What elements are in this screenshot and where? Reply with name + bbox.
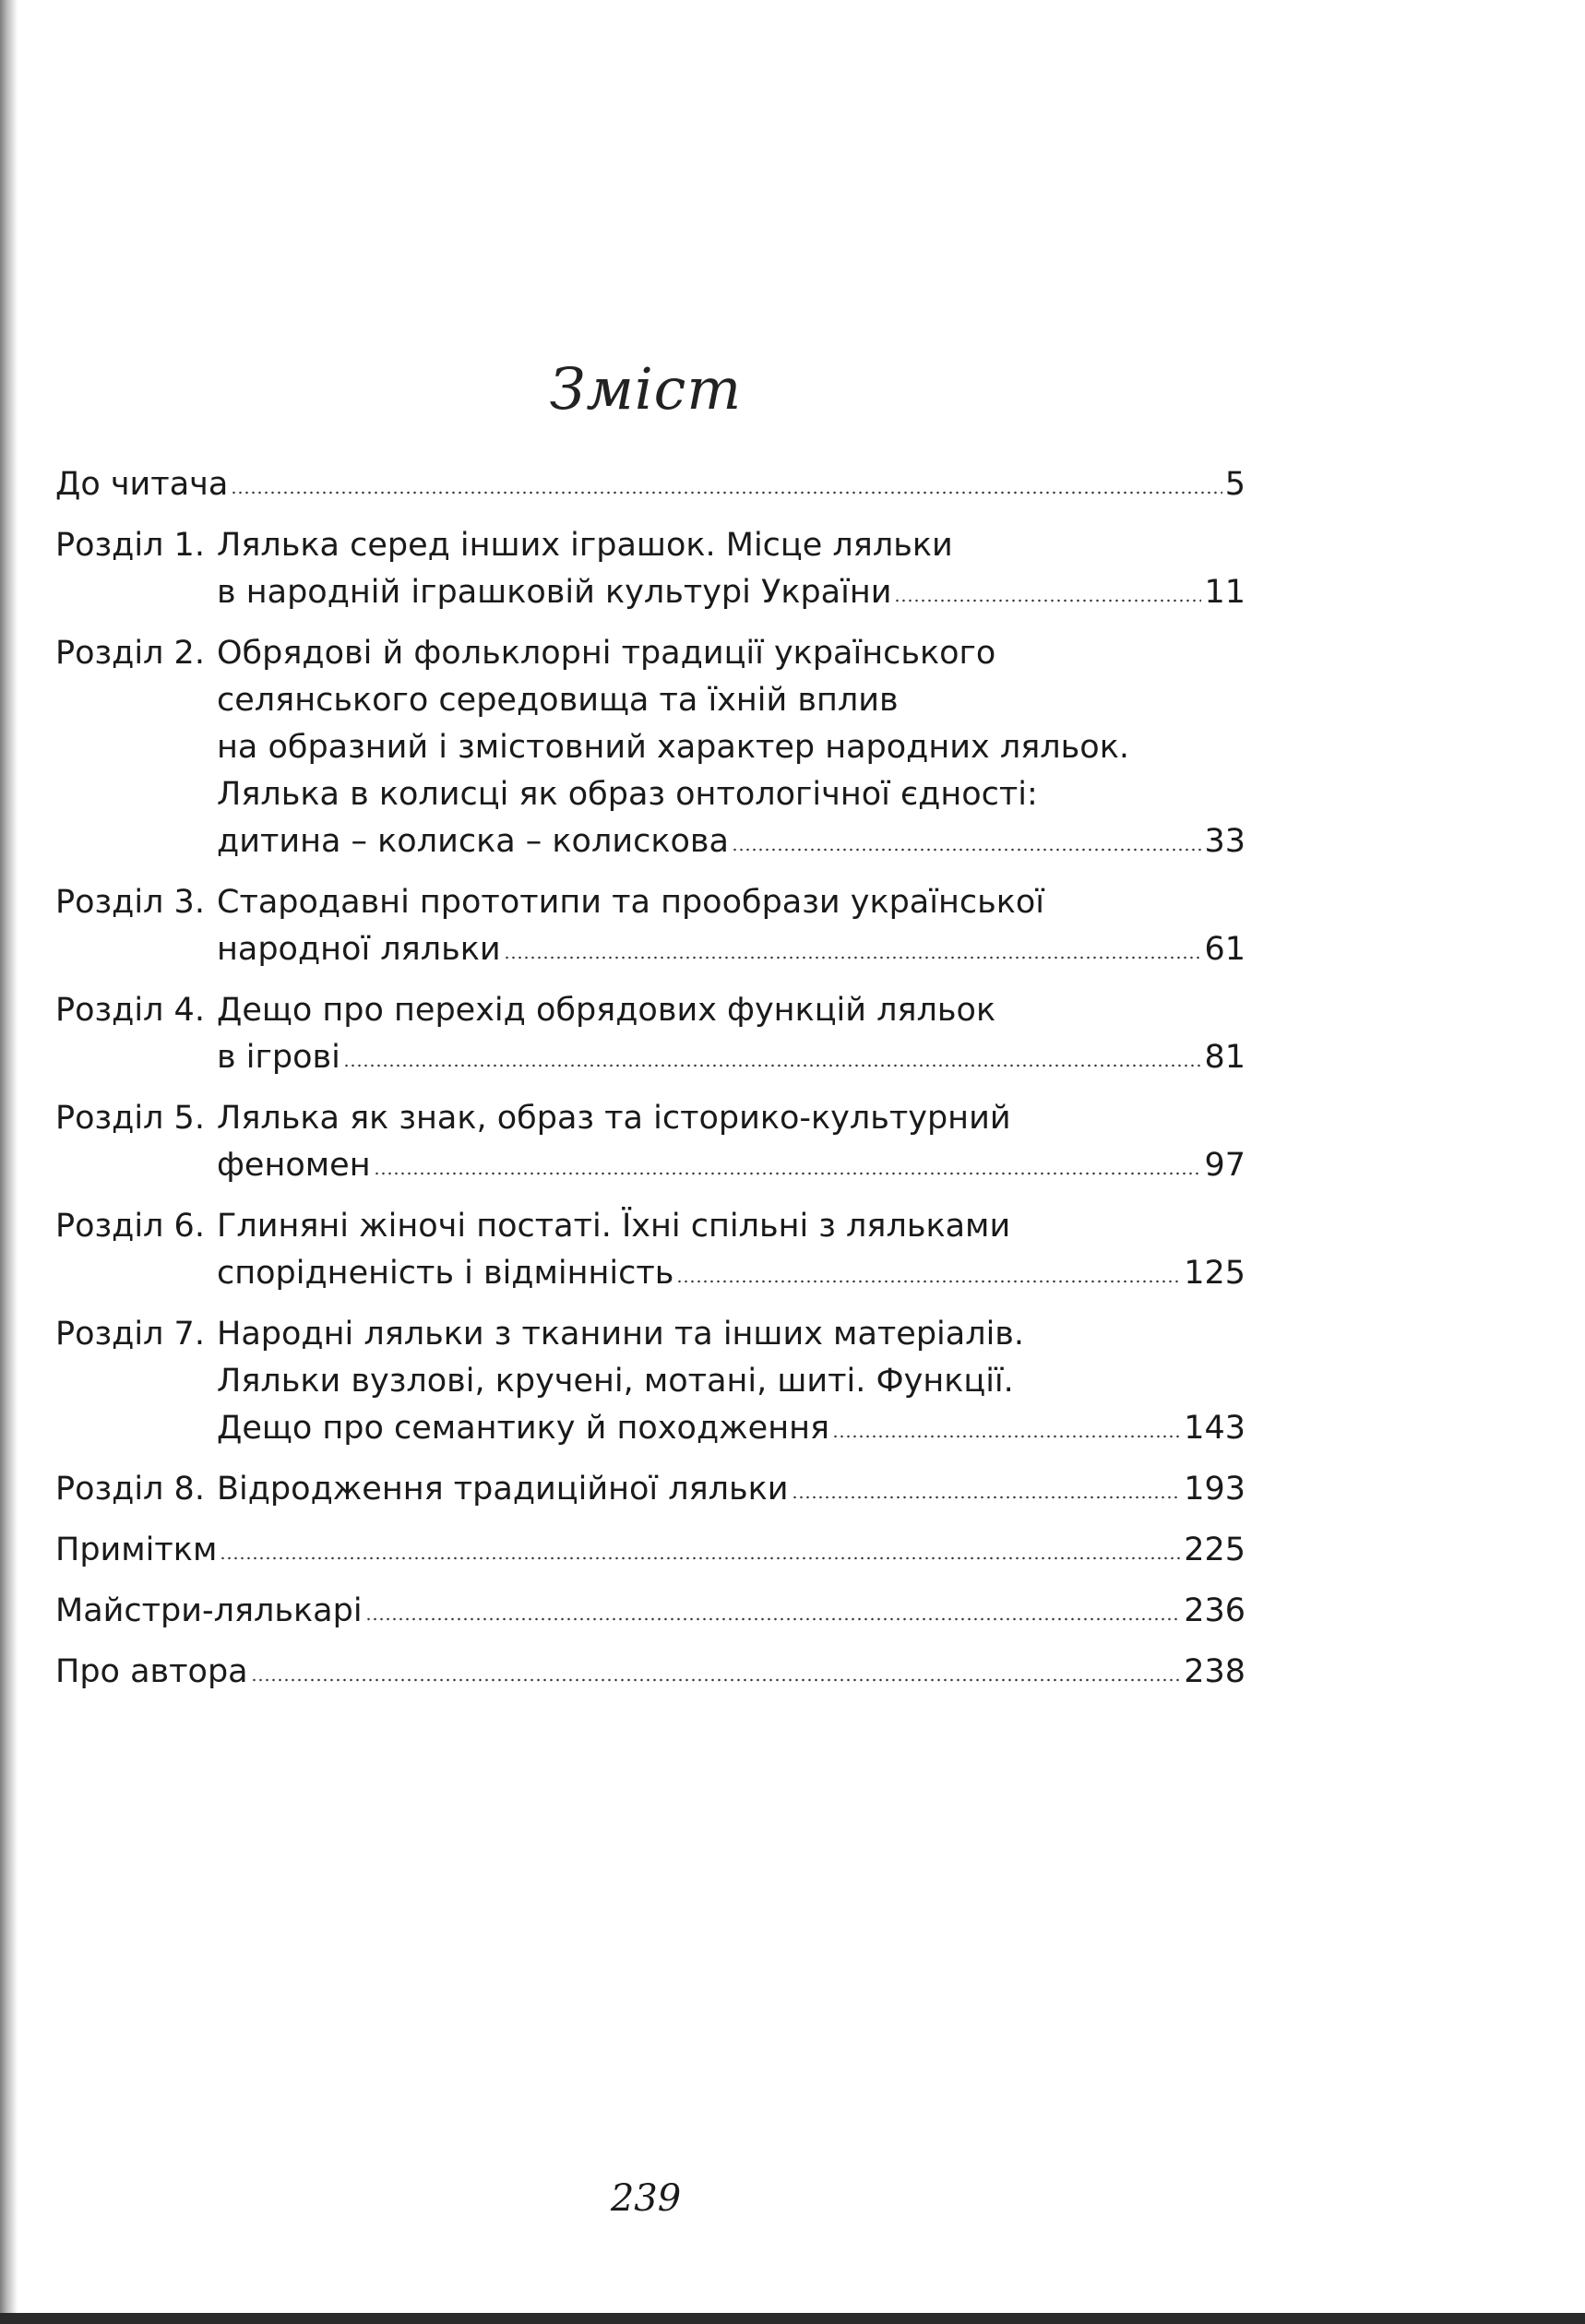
toc-entry-line [55,1405,1245,1452]
toc-entry [55,522,1245,616]
toc-page-number: 238 [1184,1653,1245,1690]
toc-entry-line [55,677,1245,724]
toc-entry [55,1466,1245,1513]
toc-entry [55,461,1245,508]
dot-leader [343,1064,1202,1067]
toc-entry-line [55,1034,1245,1081]
toc-chapter-label: Розділ 8. [55,1471,205,1508]
toc-entry-title: Стародавні прототипи та прообрази української [217,884,1045,921]
toc-entry-line [55,879,1245,926]
toc-page-number: 5 [1224,466,1245,503]
toc-entry-title: Дещо про перехід обрядових функцій ляльок [217,992,996,1029]
toc-entry-line [55,522,1245,569]
toc-entry-title: Лялька серед інших іграшок. Місце ляльки [217,527,953,564]
toc-chapter-label: Розділ 1. [55,527,205,564]
toc-page-number: 236 [1184,1592,1245,1629]
toc-entry-title: Ляльки вузлові, кручені, мотані, шиті. Функції. [217,1363,1014,1400]
toc-entry [55,1311,1245,1452]
toc-page-number: 61 [1204,931,1245,968]
binding-shadow [0,0,18,2324]
toc-entry-title: Народні ляльки з тканини та інших матеріалів. [217,1316,1025,1353]
toc-entry-line [55,1142,1245,1189]
toc-entry [55,1203,1245,1297]
toc-page-number: 225 [1184,1531,1245,1568]
toc-entry-title: Майстри-лялькарі [55,1592,363,1629]
toc-entry-title: Про автора [55,1653,248,1690]
toc-entry-title: в народній іграшковій культурі України [217,574,892,611]
table-of-contents [55,461,1245,1710]
toc-entry [55,630,1245,865]
dot-leader [374,1172,1202,1175]
toc-entry-title: селянського середовища та їхній вплив [217,682,899,719]
toc-entry-line [55,1358,1245,1405]
toc-page-number: 11 [1204,574,1245,611]
dot-leader [231,491,1222,495]
toc-page-number: 125 [1184,1255,1245,1292]
toc-entry-line [55,630,1245,677]
toc-entry-line [55,818,1245,865]
page-number: 239 [610,2177,682,2220]
toc-entry-title: спорідненість і відмінність [217,1255,674,1292]
toc-entry-line [55,1095,1245,1142]
toc-entry-title: Обрядові й фольклорні традиції українського [217,635,996,672]
toc-entry-title: народної ляльки [217,931,501,968]
toc-entry-line [55,1466,1245,1513]
toc-entry-title: Лялька як знак, образ та історико-культурний [217,1100,1011,1137]
toc-entry-title: феномен [217,1147,371,1184]
toc-entry-line [55,1649,1245,1696]
toc-entry [55,1649,1245,1696]
toc-chapter-label: Розділ 6. [55,1208,205,1245]
toc-entry-title: дитина – колиска – колискова [217,823,729,860]
toc-entry-line [55,724,1245,771]
dot-leader [732,848,1201,852]
toc-entry-line [55,1527,1245,1574]
dot-leader [251,1678,1182,1682]
toc-page-number: 193 [1184,1471,1245,1508]
toc-entry-line [55,569,1245,616]
page-title: Зміст [549,355,743,423]
toc-page-number: 33 [1204,823,1245,860]
toc-page-number: 143 [1184,1410,1245,1447]
dot-leader [365,1617,1182,1621]
toc-entry-title: Приміткм [55,1531,218,1568]
dot-leader [676,1280,1181,1283]
toc-entry [55,1095,1245,1189]
toc-page-number: 97 [1204,1147,1245,1184]
toc-entry-title: Лялька в колисці як образ онтологічної єдності: [217,776,1038,813]
toc-entry [55,1527,1245,1574]
dot-leader [832,1435,1181,1438]
toc-entry-line [55,1250,1245,1297]
toc-page-number: 81 [1204,1039,1245,1076]
dot-leader [792,1496,1182,1499]
toc-entry-title: Глиняні жіночі постаті. Їхні спільні з ляльками [217,1208,1011,1245]
toc-entry-line [55,987,1245,1034]
toc-entry-title: Дещо про семантику й походження [217,1410,830,1447]
dot-leader [220,1556,1181,1560]
dot-leader [894,599,1201,602]
toc-entry [55,987,1245,1081]
toc-chapter-label: Розділ 3. [55,884,205,921]
toc-entry-title: До читача [55,466,229,503]
toc-entry-line [55,461,1245,508]
toc-entry-title: на образний і змістовний характер народних ляльок. [217,729,1129,766]
toc-entry-line [55,1588,1245,1635]
toc-entry-title: Відродження традиційної ляльки [217,1471,789,1508]
toc-entry-line [55,771,1245,818]
toc-chapter-label: Розділ 4. [55,992,205,1029]
toc-entry-title: в ігрові [217,1039,340,1076]
scan-bottom-edge [0,2313,1585,2324]
toc-chapter-label: Розділ 5. [55,1100,205,1137]
toc-entry-line [55,926,1245,973]
toc-chapter-label: Розділ 7. [55,1316,205,1353]
toc-entry [55,879,1245,973]
toc-entry [55,1588,1245,1635]
dot-leader [504,956,1202,959]
toc-chapter-label: Розділ 2. [55,635,205,672]
toc-entry-line [55,1203,1245,1250]
toc-entry-line [55,1311,1245,1358]
